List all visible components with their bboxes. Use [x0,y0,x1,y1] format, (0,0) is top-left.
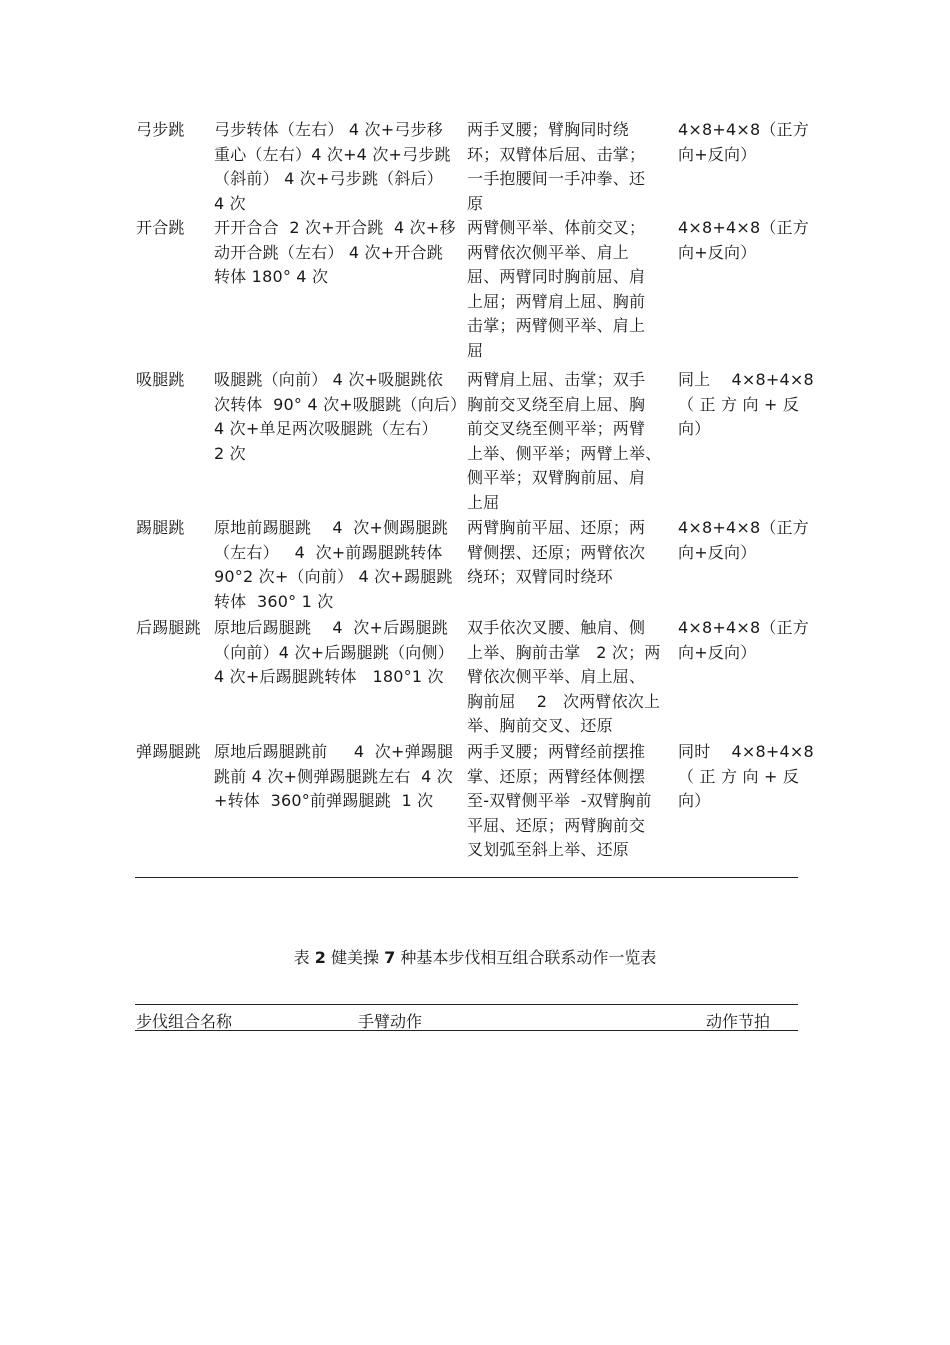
step-name: 弓步跳 [136,120,185,139]
table-header-rule [135,1030,798,1031]
arm-movement: 两臂胸前平屈、还原；两 臂侧摆、还原；两臂依次 绕环；双臂同时绕环 [467,518,646,586]
beat-count: 同上 4×8+4×8 （ 正 方 向 + 反 向） [678,370,814,438]
caption-prefix: 表 [293,948,310,967]
step-combination: 原地后踢腿跳前 4 次+弹踢腿 跳前 4 次+侧弹踢腿跳左右 4 次 +转体 360°前弹踢腿跳 1 次 [214,742,454,810]
caption-middle: 健美操 [330,948,379,967]
arm-movement: 两臂侧平举、体前交叉； 两臂依次侧平举、肩上 屈、两臂同时胸前屈、肩 上屈；两臂肩上屈、胸前 击掌；两臂侧平举、肩上 屈 [467,218,646,360]
table-caption [0,945,950,968]
beat-count: 同时 4×8+4×8 （ 正 方 向 + 反 向） [678,742,814,810]
caption-count: 7 [384,948,396,967]
step-combination: 开开合合 2 次+开合跳 4 次+移 动开合跳（左右） 4 次+开合跳 转体 180° 4 次 [214,218,456,286]
beat-count: 4×8+4×8（正方 向+反向） [678,618,809,662]
beat-count: 4×8+4×8（正方 向+反向） [678,518,809,562]
step-name: 吸腿跳 [136,370,185,389]
caption-number: 2 [314,948,326,967]
caption-suffix: 种基本步伐相互组合联系动作一览表 [400,948,657,967]
beat-count: 4×8+4×8（正方 向+反向） [678,120,809,164]
arm-movement: 两手叉腰；臂胸同时绕 环；双臂体后屈、击掌； 一手抱腰间一手冲拳、还 原 [467,120,646,213]
step-combination: 原地前踢腿跳 4 次+侧踢腿跳 （左右） 4 次+前踢腿跳转体 90°2 次+（向前） 4 次+踢腿跳 转体 360° 1 次 [214,518,453,611]
beat-count: 4×8+4×8（正方 向+反向） [678,218,809,262]
step-name: 后踢腿跳 [136,618,201,637]
header-step-combination: 步伐组合名称 [136,1012,233,1031]
table-top-rule [135,1004,798,1005]
step-combination: 吸腿跳（向前） 4 次+吸腿跳依 次转体 90° 4 次+吸腿跳（向后） 4 次+单足两次吸腿跳（左右） 2 次 [214,370,467,463]
table-bottom-rule [135,877,798,878]
step-combination: 弓步转体（左右） 4 次+弓步移 重心（左右）4 次+4 次+弓步跳 （斜前） 4 次+弓步跳（斜后） 4 次 [214,120,451,213]
arm-movement: 两臂肩上屈、击掌；双手 胸前交叉绕至肩上屈、胸 前交叉绕至侧平举；两臂 上举、侧平举；两臂上举、 侧平举；双臂胸前屈、肩 上屈 [467,370,662,512]
step-combination: 原地后踢腿跳 4 次+后踢腿跳 （向前）4 次+后踢腿跳（向侧） 4 次+后踢腿跳转体 180°1 次 [214,618,454,686]
step-name: 踢腿跳 [136,518,185,537]
arm-movement: 双手依次叉腰、触肩、侧 上举、胸前击掌 2 次；两 臂依次侧平举、肩上屈、 胸前屈 2 次两臂依次上 举、胸前交叉、还原 [467,618,661,735]
step-name: 弹踢腿跳 [136,742,201,761]
header-beats: 动作节拍 [706,1012,771,1031]
header-arm-movement: 手臂动作 [358,1012,423,1031]
arm-movement: 两手叉腰；两臂经前摆推 掌、还原；两臂经体侧摆 至-双臂侧平举 -双臂胸前 平屈、还原；两臂胸前交 叉划弧至斜上举、还原 [467,742,652,859]
step-name: 开合跳 [136,218,185,237]
